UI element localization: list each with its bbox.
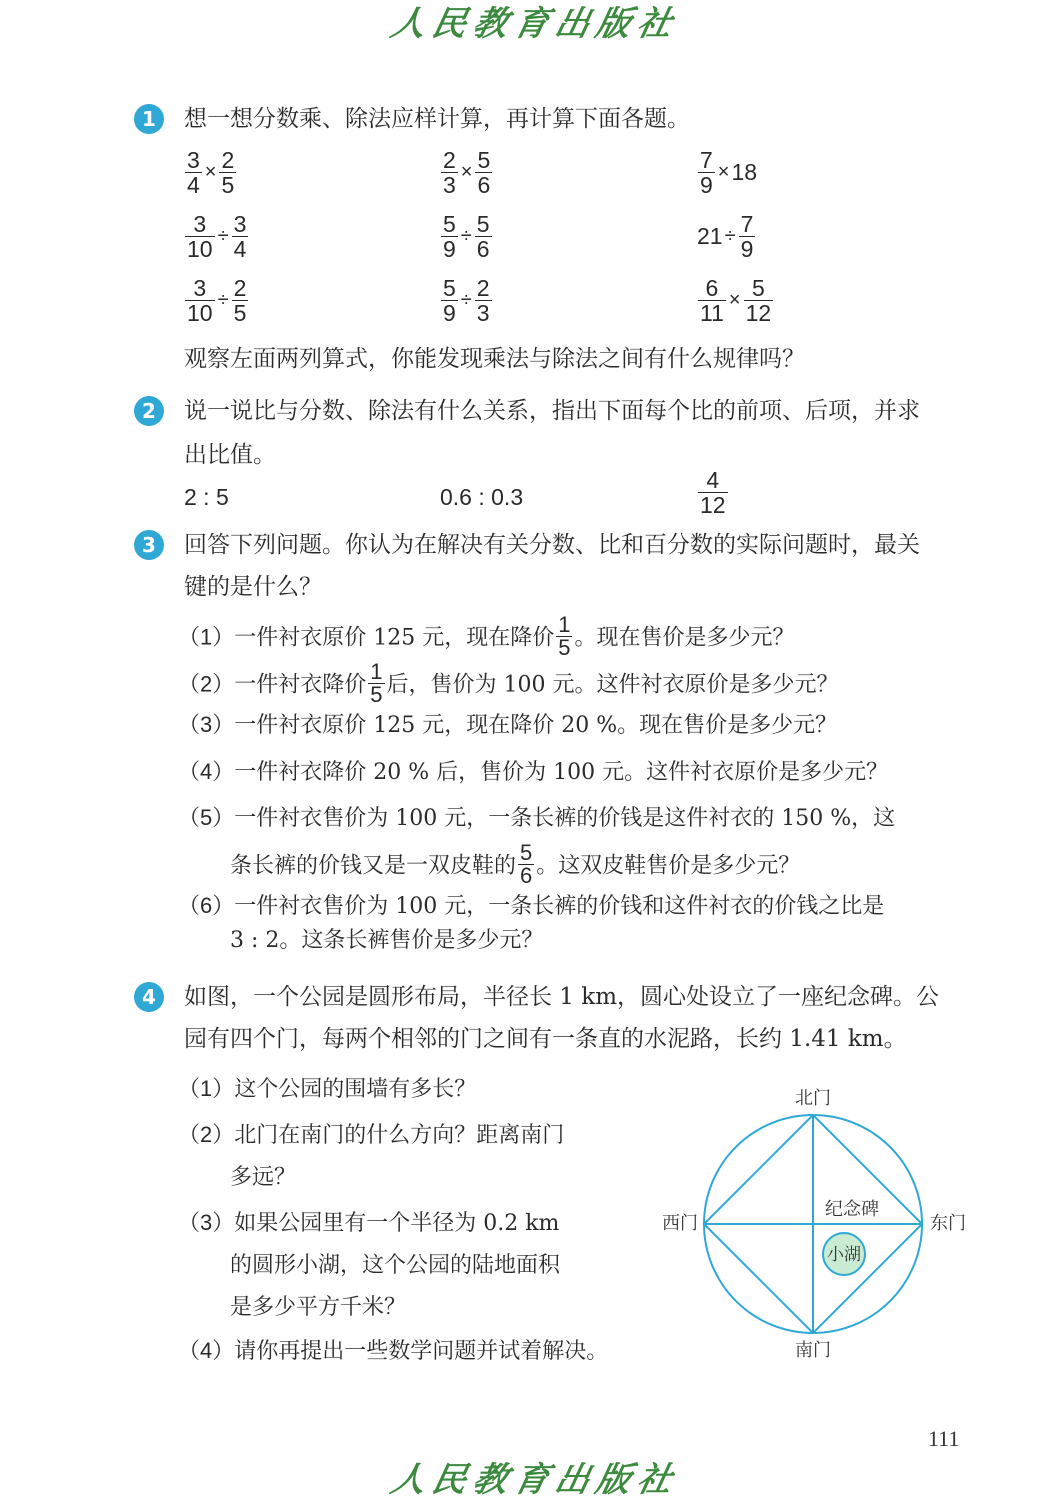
q3-item-6: （6）一件衬衣售价为 100 元，一条长裤的价钱和这件衬衣的价钱之比是 (178, 893, 885, 919)
east-gate-label: 东门 (930, 1213, 966, 1234)
q3-item-4: （4）一件衬衣降价 20 % 后，售价为 100 元。这件衬衣原价是多少元？ (178, 759, 889, 785)
q2-line1: 说一说比与分数、除法有什么关系，指出下面每个比的前项、后项，并求 (184, 398, 920, 424)
q4-item-2-cont: 多远？ (230, 1165, 297, 1190)
fraction: $\frac{7}{9}$ (740, 211, 754, 262)
q2-ratio-2: 0.6 : 0.3 (440, 484, 524, 510)
q4-item-4: （4）请你再提出一些数学问题并试着解决。 (178, 1338, 609, 1364)
publisher-logo-top: 人民教育出版社 (387, 4, 683, 44)
q1-expr-r3c: $\frac{6}{11}$ × $\frac{5}{12}$ (700, 275, 772, 326)
fraction: $\frac{4}{12}$ (700, 467, 726, 518)
q1-expr-r1a: $\frac{3}{4}$ × $\frac{2}{5}$ (187, 147, 235, 198)
fraction: $\frac{5}{9}$ (443, 275, 456, 326)
publisher-logo-bottom: 人民教育出版社 (387, 1460, 683, 1500)
fraction: $\frac{7}{9}$ (700, 147, 713, 198)
fraction: $\frac{2}{3}$ (476, 275, 490, 326)
question-badge-1: 1 (134, 104, 164, 134)
q3-item-3: （3）一件衬衣原价 125 元，现在降价 20 %。现在售价是多少元？ (178, 712, 838, 738)
q1-expr-r1b: $\frac{2}{3}$ × $\frac{5}{6}$ (443, 147, 491, 198)
q2-ratio-3 (697, 468, 729, 517)
q1-prompt: 想一想分数乘、除法应样计算，再计算下面各题。 (184, 106, 690, 132)
fraction: $\frac{2}{5}$ (233, 275, 247, 326)
q4-line2: 园有四个门，每两个相邻的门之间有一条直的水泥路，长约 1.41 km。 (184, 1026, 907, 1052)
fraction: $\frac{1}{5}$ (558, 612, 571, 660)
page-number: 111 (928, 1426, 960, 1451)
fraction: $\frac{2}{5}$ (221, 147, 235, 198)
lake-label: 小湖 (827, 1245, 861, 1265)
q4-item-3-cont2: 是多少平方千米？ (230, 1295, 407, 1320)
q3-line1: 回答下列问题。你认为在解决有关分数、比和百分数的实际问题时，最关 (184, 532, 920, 558)
fraction: $\frac{3}{4}$ (233, 211, 247, 262)
fraction: $\frac{2}{3}$ (443, 147, 456, 198)
q2-line2: 出比值。 (184, 442, 276, 468)
q4-item-1: （1）这个公园的围墙有多长？ (178, 1076, 477, 1102)
monument-label: 纪念碑 (825, 1199, 879, 1220)
west-gate-label: 西门 (662, 1213, 698, 1234)
fraction: $\frac{5}{12}$ (745, 275, 772, 326)
question-badge-3: 3 (134, 530, 164, 560)
q3-item-5: （5）一件衬衣售价为 100 元，一条长裤的价钱是这件衬衣的 150 %，这 (178, 805, 896, 831)
q4-item-3: （3）如果公园里有一个半径为 0.2 km (178, 1210, 560, 1236)
q2-ratio-1: 2 : 5 (184, 484, 229, 510)
q1-expr-r3a: $\frac{3}{10}$ ÷ $\frac{2}{5}$ (187, 275, 247, 326)
fraction: $\frac{3}{10}$ (187, 275, 213, 326)
question-badge-4: 4 (134, 982, 164, 1012)
q4-item-2: （2）北门在南门的什么方向？距离南门 (178, 1122, 565, 1148)
q3-line2: 键的是什么？ (184, 574, 322, 600)
fraction: $\frac{5}{6}$ (477, 147, 491, 198)
q3-item-6-cont: 3 : 2。这条长裤售价是多少元？ (230, 928, 544, 953)
fraction: $\frac{5}{9}$ (443, 211, 456, 262)
q1-expr-r3b: $\frac{5}{9}$ ÷ $\frac{2}{3}$ (443, 275, 490, 326)
fraction: $\frac{6}{11}$ (700, 275, 724, 326)
q3-item-1: （1）一件衬衣原价 125 元，现在降价 $\frac{1}{5}$ 。现在售价是多少元？ (178, 612, 795, 660)
fraction: $\frac{5}{6}$ (520, 840, 533, 888)
fraction: $\frac{5}{6}$ (476, 211, 490, 262)
fraction: $\frac{3}{4}$ (187, 147, 200, 198)
fraction: $\frac{1}{5}$ (370, 659, 383, 707)
fraction: $\frac{3}{10}$ (187, 211, 213, 262)
south-gate-label: 南门 (795, 1340, 831, 1361)
q4-line1: 如图，一个公园是圆形布局，半径长 1 km，圆心处设立了一座纪念碑。公 (184, 984, 940, 1010)
q1-expr-r1c: $\frac{7}{9}$ × 18 (700, 147, 758, 198)
q1-note: 观察左面两列算式，你能发现乘法与除法之间有什么规律吗？ (184, 346, 805, 372)
q1-expr-r2a: $\frac{3}{10}$ ÷ $\frac{3}{4}$ (187, 211, 247, 262)
q3-item-5-cont: 条长裤的价钱又是一双皮鞋的 $\frac{5}{6}$ 。这双皮鞋售价是多少元？ (230, 840, 801, 888)
q1-expr-r2c: 21 ÷ $\frac{7}{9}$ (697, 211, 754, 262)
north-gate-label: 北门 (795, 1088, 831, 1109)
park-diagram (640, 1080, 980, 1370)
q4-item-3-cont1: 的圆形小湖，这个公园的陆地面积 (230, 1253, 561, 1278)
q3-item-2: （2）一件衬衣降价 $\frac{1}{5}$ 后，售价为 100 元。这件衬衣原价是多少元？ (178, 659, 839, 707)
question-badge-2: 2 (134, 396, 164, 426)
q1-expr-r2b: $\frac{5}{9}$ ÷ $\frac{5}{6}$ (443, 211, 490, 262)
